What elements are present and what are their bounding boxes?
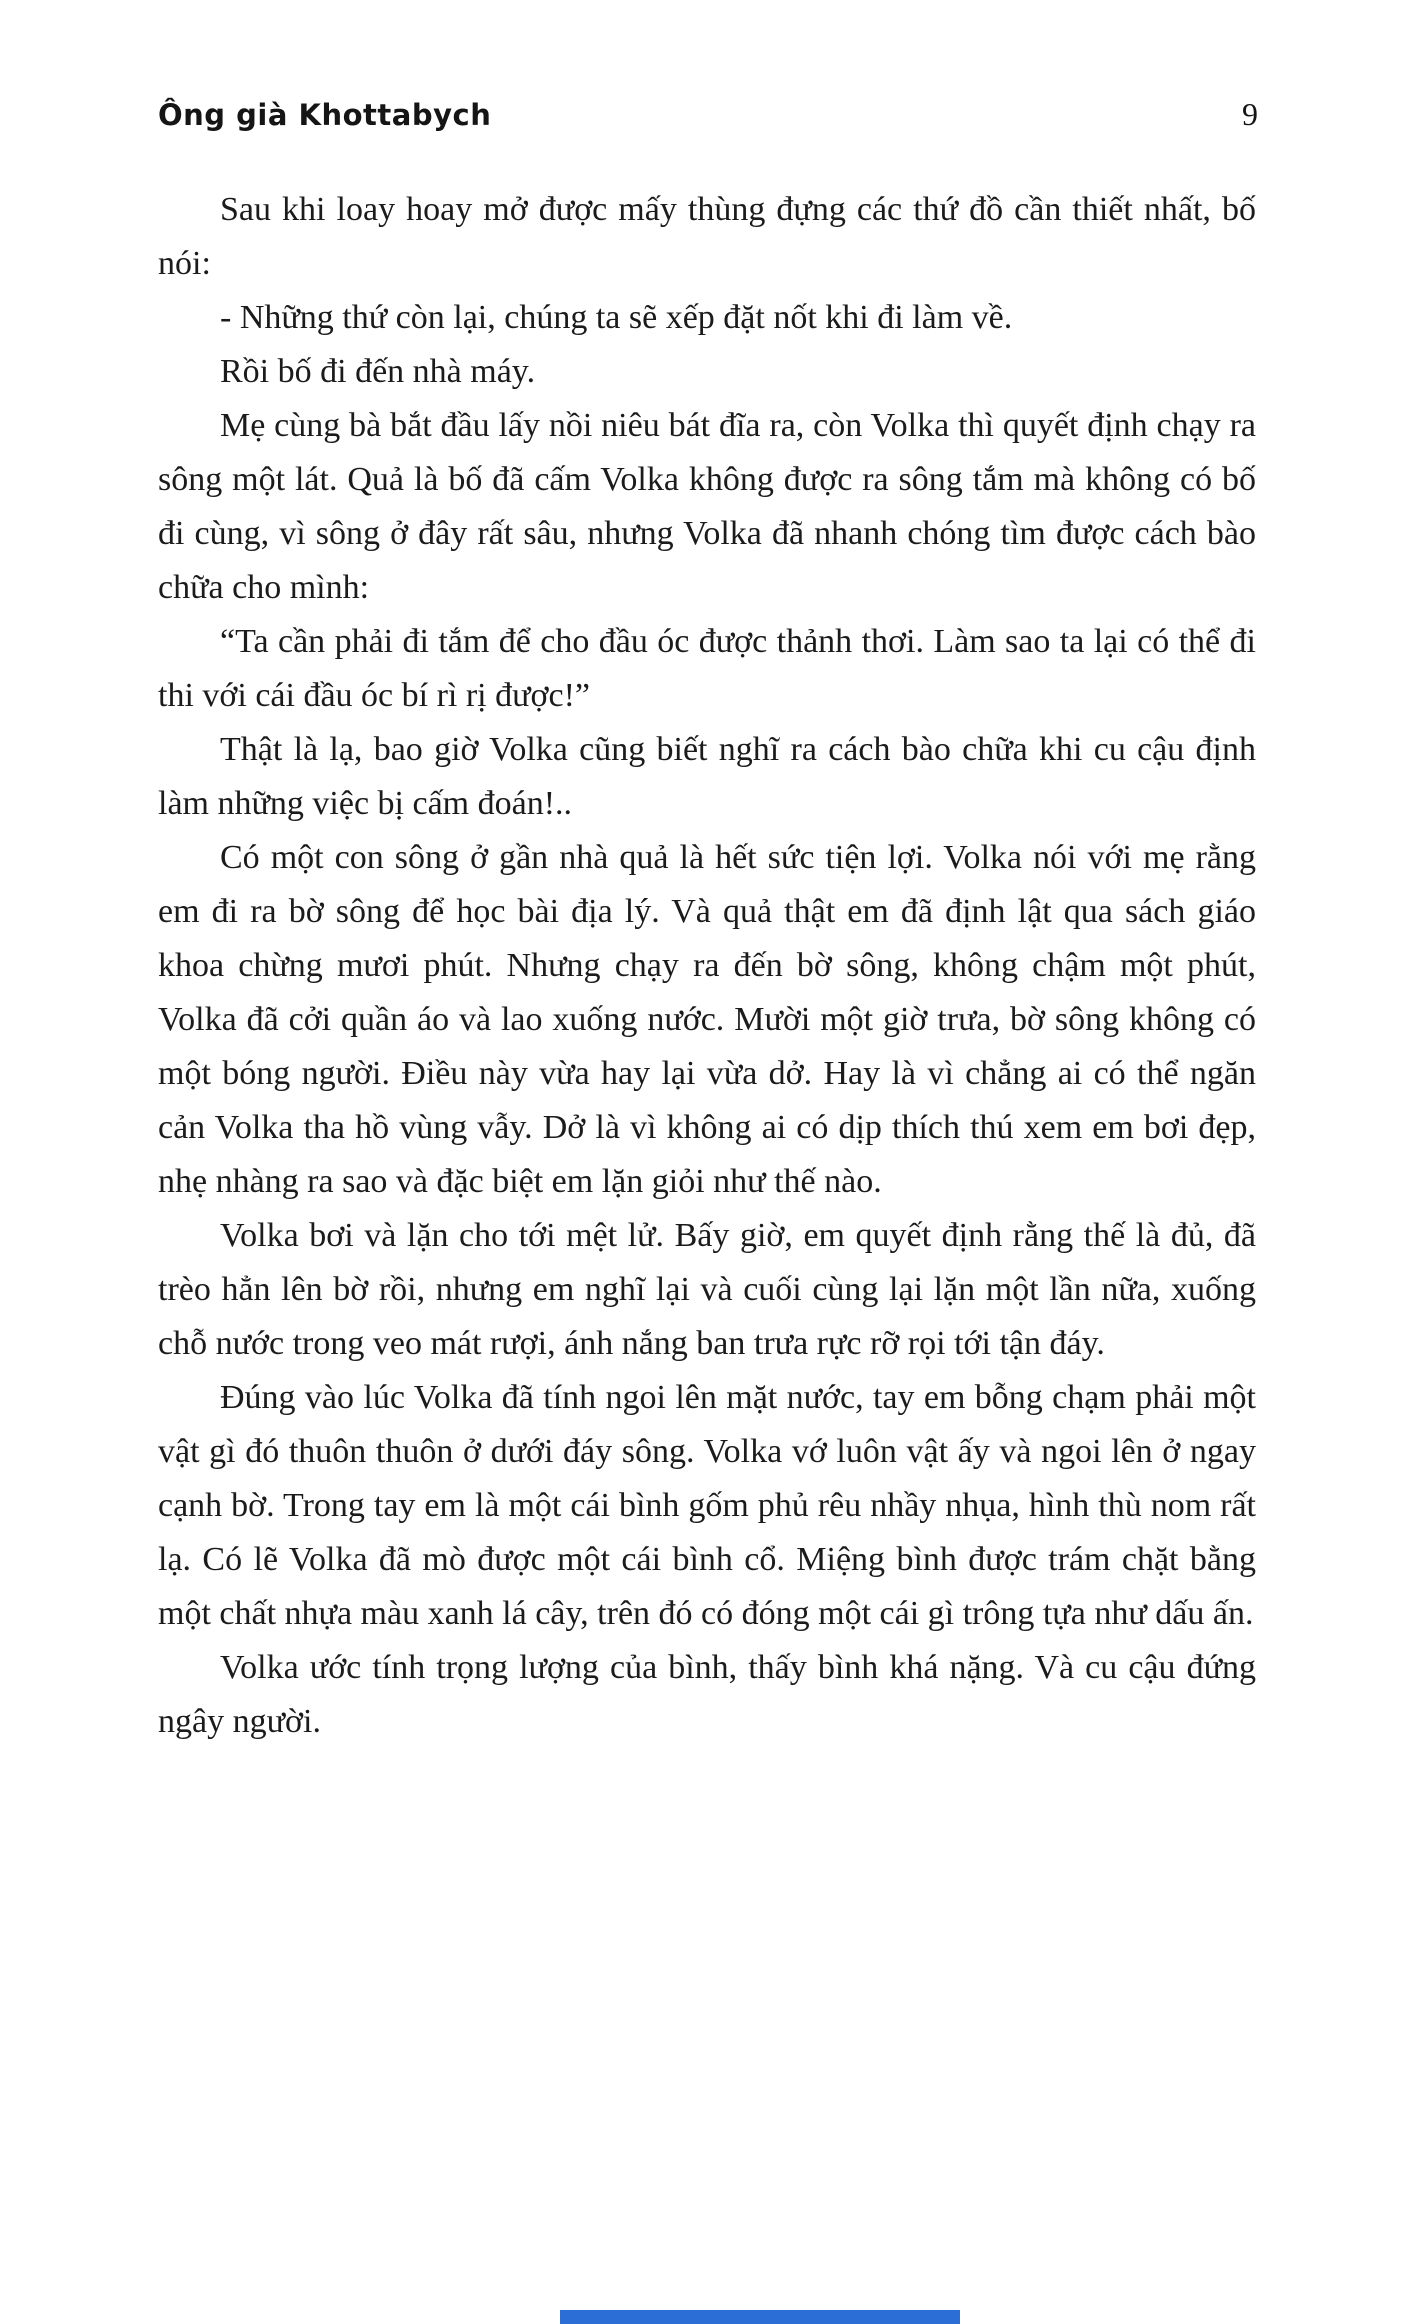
paragraph: Thật là lạ, bao giờ Volka cũng biết nghĩ ra cách bào chữa khi cu cậu định làm những việc bị cấm đoán!.. <box>158 731 1256 822</box>
paragraph: - Những thứ còn lại, chúng ta sẽ xếp đặt nốt khi đi làm về. <box>220 299 1013 336</box>
page-body-text <box>0 183 1424 1749</box>
paragraph: Đúng vào lúc Volka đã tính ngoi lên mặt nước, tay em bỗng chạm phải một vật gì đó thuôn thuôn ở dưới đáy sông. Volka vớ luôn vật ấy và ngoi lên ở ngay cạnh bờ. Trong tay em là một cái bình gốm phủ rêu nhầy nhụa, hình thù nom rất lạ. Có lẽ Volka đã mò được một cái bình cổ. Miệng bình được trám chặt bằng một chất nhựa màu xanh lá cây, trên đó có đóng một cái gì trông tựa như dấu ấn. <box>158 1379 1256 1632</box>
page-number: 9 <box>1242 96 1258 132</box>
paragraph: Rồi bố đi đến nhà máy. <box>220 353 536 390</box>
paragraph: Volka ước tính trọng lượng của bình, thấy bình khá nặng. Và cu cậu đứng ngây người. <box>158 1649 1256 1740</box>
paragraph: “Ta cần phải đi tắm để cho đầu óc được thảnh thơi. Làm sao ta lại có thể đi thi với cái đầu óc bí rì rị được!” <box>158 623 1256 714</box>
running-head-book-title: Ông già Khottabych <box>158 98 492 132</box>
paragraph: Mẹ cùng bà bắt đầu lấy nồi niêu bát đĩa ra, còn Volka thì quyết định chạy ra sông một lát. Quả là bố đã cấm Volka không được ra sông tắm mà không có bố đi cùng, vì sông ở đây rất sâu, nhưng Volka đã nhanh chóng tìm được cách bào chữa cho mình: <box>158 407 1256 606</box>
paragraph: Có một con sông ở gần nhà quả là hết sức tiện lợi. Volka nói với mẹ rằng em đi ra bờ sông để học bài địa lý. Và quả thật em đã định lật qua sách giáo khoa chừng mươi phút. Nhưng chạy ra đến bờ sông, không chậm một phút, Volka đã cởi quần áo và lao xuống nước. Mười một giờ trưa, bờ sông không có một bóng người. Điều này vừa hay lại vừa dở. Hay là vì chẳng ai có thể ngăn cản Volka tha hồ vùng vẫy. Dở là vì không ai có dịp thích thú xem em bơi đẹp, nhẹ nhàng ra sao và đặc biệt em lặn giỏi như thế nào. <box>158 839 1256 1200</box>
paragraph: Volka bơi và lặn cho tới mệt lử. Bấy giờ, em quyết định rằng thế là đủ, đã trèo hẳn lên bờ rồi, nhưng em nghĩ lại và cuối cùng lại lặn một lần nữa, xuống chỗ nước trong veo mát rượi, ánh nắng ban trưa rực rỡ rọi tới tận đáy. <box>158 1217 1256 1362</box>
paragraph: Sau khi loay hoay mở được mấy thùng đựng các thứ đồ cần thiết nhất, bố nói: <box>158 191 1256 282</box>
page-header <box>0 0 1424 133</box>
bottom-blue-bar <box>560 2310 960 2324</box>
